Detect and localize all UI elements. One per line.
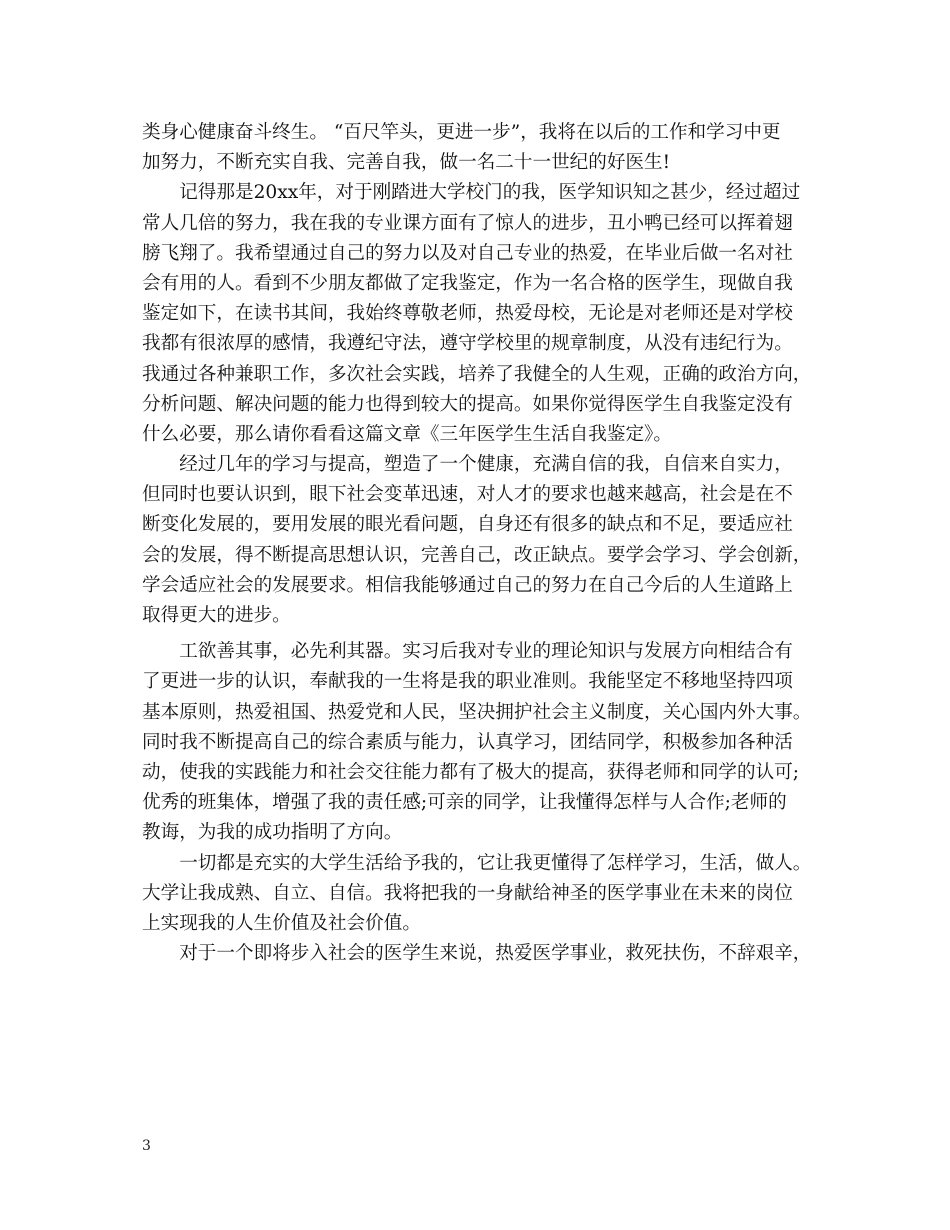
- text-line: 了更进一步的认识，奉献我的一生将是我的职业准则。我能坚定不移地坚持四项: [142, 671, 793, 693]
- text-line: 对于一个即将步入社会的医学生来说，热爱医学事业，救死扶伤，不辞艰辛，: [142, 943, 812, 965]
- text-line: 取得更大的进步。: [142, 605, 291, 626]
- text-line: 会的发展，得不断提高思想认识，完善自己，改正缺点。要学会学习、学会创新，: [142, 544, 812, 566]
- text-line: 记得那是20xx年，对于刚踏进大学校门的我，医学知识知之甚少，经过超过: [142, 182, 801, 204]
- text-line: 学会适应社会的发展要求。相信我能够通过自己的努力在自己今后的人生道路上: [142, 574, 793, 596]
- text-line: 同时我不断提高自己的综合素质与能力，认真学习，团结同学，积极参加各种活: [142, 731, 793, 753]
- text-line: 分析问题、解决问题的能力也得到较大的提高。如果你觉得医学生自我鉴定没有: [142, 393, 793, 415]
- text-line: 断变化发展的，要用发展的眼光看问题，自身还有很多的缺点和不足，要适应社: [142, 514, 793, 536]
- text-line: 会有用的人。看到不少朋友都做了定我鉴定，作为一名合格的医学生，现做自我: [142, 272, 793, 294]
- text-line: 大学让我成熟、自立、自信。我将把我的一身献给神圣的医学事业在未来的岗位: [142, 882, 793, 904]
- text-line: 工欲善其事，必先利其器。实习后我对专业的理论知识与发展方向相结合有: [142, 641, 793, 663]
- page-number: 3: [142, 1138, 151, 1154]
- text-line: 类身心健康奋斗终生。 “百尺竿头，更进一步”，我将在以后的工作和学习中更: [142, 122, 781, 143]
- paragraph-3: [142, 450, 810, 631]
- text-line: 加努力，不断充实自我、完善自我，做一名二十一世纪的好医生!: [142, 152, 671, 174]
- text-line: 经过几年的学习与提高，塑造了一个健康，充满自信的我，自信来自实力，: [142, 454, 793, 476]
- text-line: 膀飞翔了。我希望通过自己的努力以及对自己专业的热爱，在毕业后做一名对社: [142, 242, 793, 264]
- paragraph-5: [142, 849, 810, 940]
- paragraph-6: [142, 939, 810, 969]
- paragraph-1: [142, 118, 810, 178]
- text-line: 优秀的班集体，增强了我的责任感;可亲的同学，让我懂得怎样与人合作;老师的: [142, 792, 787, 814]
- text-line: 我通过各种兼职工作，多次社会实践，培养了我健全的人生观，正确的政治方向，: [142, 363, 812, 385]
- text-line: 上实现我的人生价值及社会价值。: [142, 912, 421, 934]
- document-body: [142, 118, 810, 969]
- text-line: 我都有很浓厚的感情，我遵纪守法，遵守学校里的规章制度，从没有违纪行为。: [142, 333, 793, 355]
- text-line: 常人几倍的努力，我在我的专业课方面有了惊人的进步，丑小鸭已经可以挥着翅: [142, 212, 793, 234]
- text-line: 基本原则，热爱祖国、热爱党和人民，坚决拥护社会主义制度，关心国内外大事。: [142, 701, 812, 723]
- text-line: 但同时也要认识到，眼下社会变革迅速，对人才的要求也越来越高，社会是在不: [142, 484, 793, 506]
- text-line: 教诲，为我的成功指明了方向。: [142, 822, 403, 844]
- text-line: 什么必要，那么请你看看这篇文章《三年医学生生活自我鉴定》。: [142, 423, 672, 445]
- text-line: 一切都是充实的大学生活给予我的，它让我更懂得了怎样学习，生活，做人。: [142, 852, 812, 874]
- text-line: 鉴定如下，在读书其间，我始终尊敬老师，热爱母校，无论是对老师还是对学校: [142, 303, 793, 325]
- paragraph-2: [142, 178, 810, 450]
- text-line: 动，使我的实践能力和社会交往能力都有了极大的提高，获得老师和同学的认可;: [142, 761, 800, 783]
- paragraph-4: [142, 637, 810, 848]
